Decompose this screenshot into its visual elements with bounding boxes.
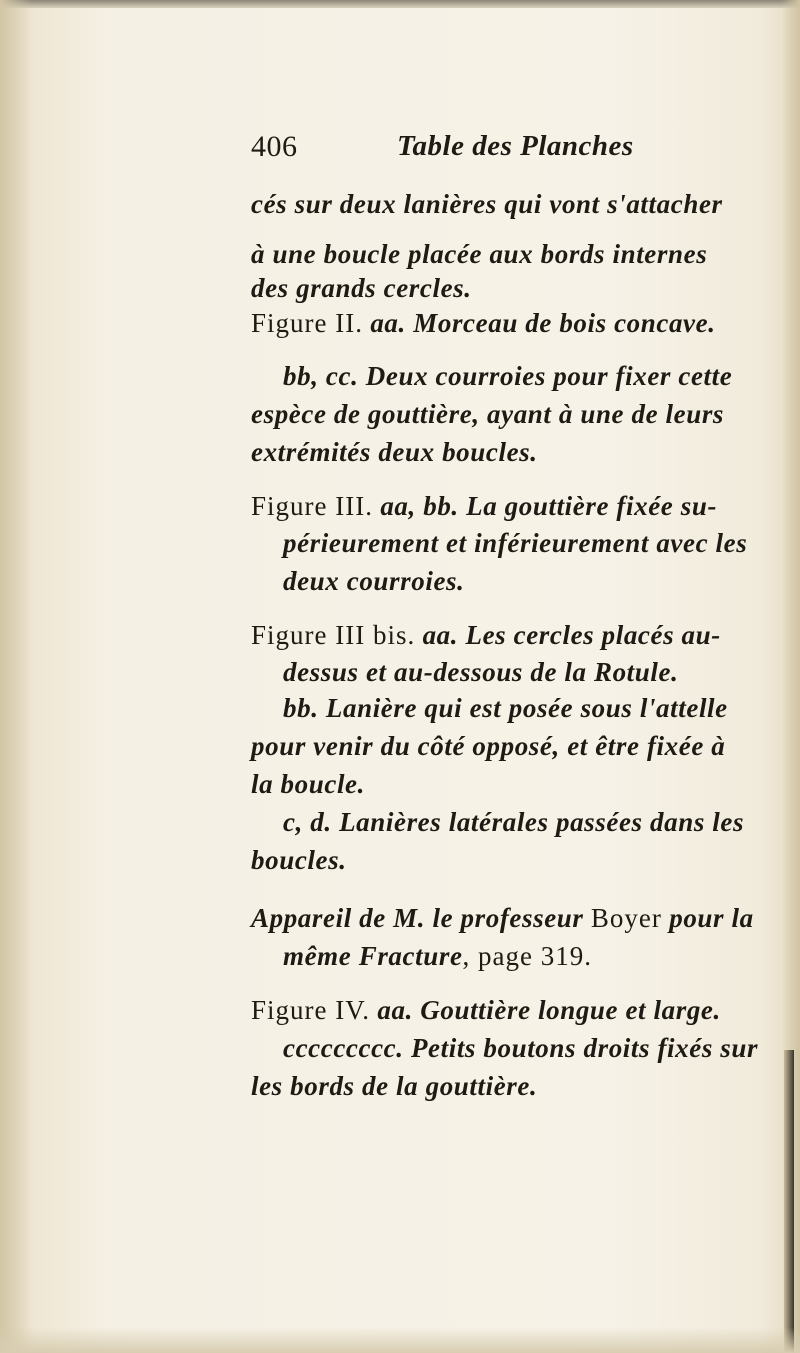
figure-label: Figure III.	[251, 491, 373, 521]
page-bottom-edge	[0, 1327, 800, 1353]
text-line: extrémités deux boucles.	[251, 437, 538, 467]
page-left-edge	[0, 0, 32, 1353]
text-line: la boucle.	[251, 769, 365, 799]
figure-entry-line: Figure II. aa. Morceau de bois concave.	[251, 308, 716, 338]
text-line: bb. Lanière qui est posée sous l'attelle	[283, 693, 728, 723]
figure-label: Figure III bis.	[251, 620, 416, 650]
text-line: espèce de gouttière, ayant à une de leurs	[251, 399, 725, 429]
figure-label: Figure II.	[251, 308, 363, 338]
text-line: les bords de la gouttière.	[251, 1071, 538, 1101]
text-line: Appareil de M. le professeur Boyer pour la	[251, 903, 754, 933]
running-title: Table des Planches	[397, 130, 634, 162]
text-line: boucles.	[251, 845, 347, 875]
figure-label: Figure IV.	[251, 995, 371, 1025]
text-line: pour venir du côté opposé, et être fixée à	[251, 731, 726, 761]
page-top-edge	[0, 0, 800, 8]
page-number: 406	[251, 130, 298, 163]
figure-entry-line: Figure III bis. aa. Les cercles placés au-	[251, 620, 721, 650]
figure-entry-line: Figure III. aa, bb. La gouttière fixée su-	[251, 491, 718, 521]
text-line: ccccccccc. Petits boutons droits fixés sur	[283, 1033, 759, 1063]
figure-entry-line: Figure IV. aa. Gouttière longue et large.	[251, 995, 721, 1025]
text-line: périeurement et inférieurement avec les	[283, 528, 748, 558]
page-binding-shadow	[784, 1050, 794, 1353]
text-line: c, d. Lanières latérales passées dans les	[283, 807, 745, 837]
text-line: des grands cercles.	[251, 273, 472, 303]
text-line: deux courroies.	[283, 566, 465, 596]
text-line: à une boucle placée aux bords internes	[251, 239, 708, 269]
text-line: dessus et au-dessous de la Rotule.	[283, 657, 679, 687]
text-line: même Fracture, page 319.	[283, 941, 592, 971]
text-line: cés sur deux lanières qui vont s'attacher	[251, 189, 723, 219]
running-header	[251, 130, 751, 174]
text-line: bb, cc. Deux courroies pour fixer cette	[283, 361, 733, 391]
